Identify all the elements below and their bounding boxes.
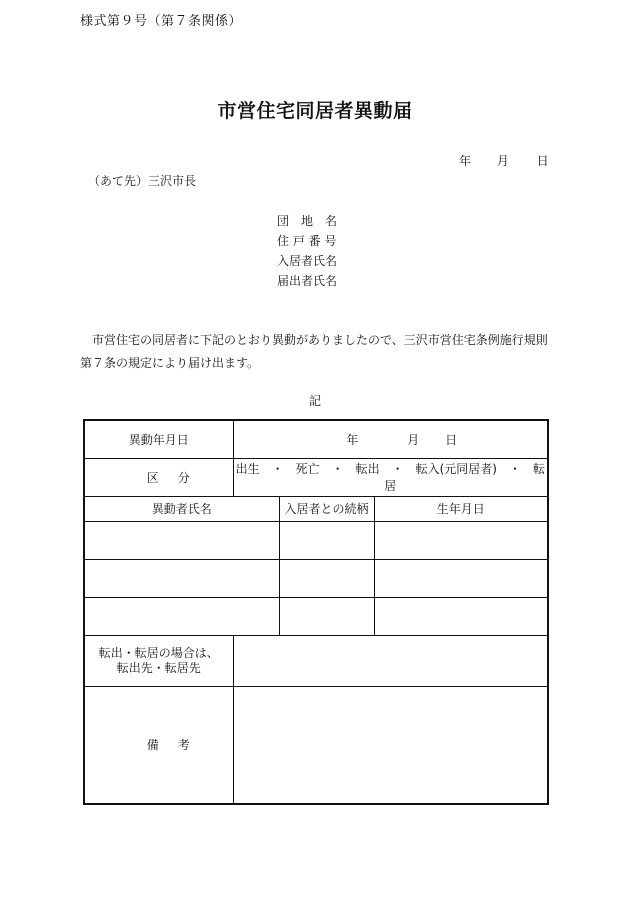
document-title: 市営住宅同居者異動届 <box>217 100 413 122</box>
person-name-cell[interactable] <box>84 597 279 635</box>
category-label <box>84 458 233 496</box>
date-year-label: 年 <box>459 154 472 168</box>
col-header-birthdate: 生年月日 <box>374 496 548 521</box>
record-mark: 記 <box>308 394 321 408</box>
person-relation-cell[interactable] <box>279 559 374 597</box>
destination-label-line-1: 転出・転居の場合は、 <box>98 645 219 660</box>
destination-row <box>84 635 548 686</box>
col-header-name: 異動者氏名 <box>84 496 279 521</box>
housing-complex-label: 団 地 名 <box>277 214 338 228</box>
person-name-cell[interactable] <box>84 559 279 597</box>
change-date-day: 日 <box>445 432 458 447</box>
person-row <box>84 559 548 597</box>
change-date-year: 年 <box>346 432 359 447</box>
person-header-row <box>84 496 548 521</box>
destination-label-line-2: 転出先・転居先 <box>116 660 201 675</box>
change-date-row <box>84 420 548 458</box>
destination-field[interactable] <box>233 635 548 686</box>
applicant-fields <box>277 211 337 291</box>
person-row <box>84 597 548 635</box>
destination-label <box>84 635 233 686</box>
person-relation-cell[interactable] <box>279 597 374 635</box>
remarks-label-char-1: 備 <box>146 738 159 753</box>
person-birthdate-cell[interactable] <box>374 521 548 559</box>
category-row <box>84 458 548 496</box>
form-number: 様式第９号（第７条関係） <box>80 14 243 29</box>
remarks-field[interactable] <box>233 686 548 804</box>
person-birthdate-cell[interactable] <box>374 559 548 597</box>
change-details-table <box>83 419 549 805</box>
date-month-label: 月 <box>496 154 509 168</box>
change-date-label: 異動年月日 <box>84 420 233 458</box>
notice-body-text: 市営住宅の同居者に下記のとおり異動がありましたので、三沢市営住宅条例施行規則第７条の規定により届け出ます。 <box>80 333 548 370</box>
remarks-label-char-2: 考 <box>177 738 190 753</box>
person-birthdate-cell[interactable] <box>374 597 548 635</box>
person-relation-cell[interactable] <box>279 521 374 559</box>
remarks-row <box>84 686 548 804</box>
col-header-relation: 入居者との続柄 <box>279 496 374 521</box>
change-date-field[interactable] <box>233 420 548 458</box>
person-name-cell[interactable] <box>84 521 279 559</box>
person-row <box>84 521 548 559</box>
category-options[interactable]: 出生 ・ 死亡 ・ 転出 ・ 転入(元同居者) ・ 転居 <box>233 458 548 496</box>
remarks-label <box>84 686 233 804</box>
category-label-char-2: 分 <box>177 470 190 485</box>
submission-date <box>459 152 549 169</box>
unit-number-label: 住 戸 番 号 <box>277 234 337 248</box>
change-date-month: 月 <box>407 432 420 447</box>
category-label-char-1: 区 <box>146 470 159 485</box>
date-day-label: 日 <box>536 154 549 168</box>
addressee: （あて先）三沢市長 <box>88 174 197 188</box>
resident-name-label: 入居者氏名 <box>277 254 338 268</box>
submitter-name-label: 届出者氏名 <box>277 274 338 288</box>
